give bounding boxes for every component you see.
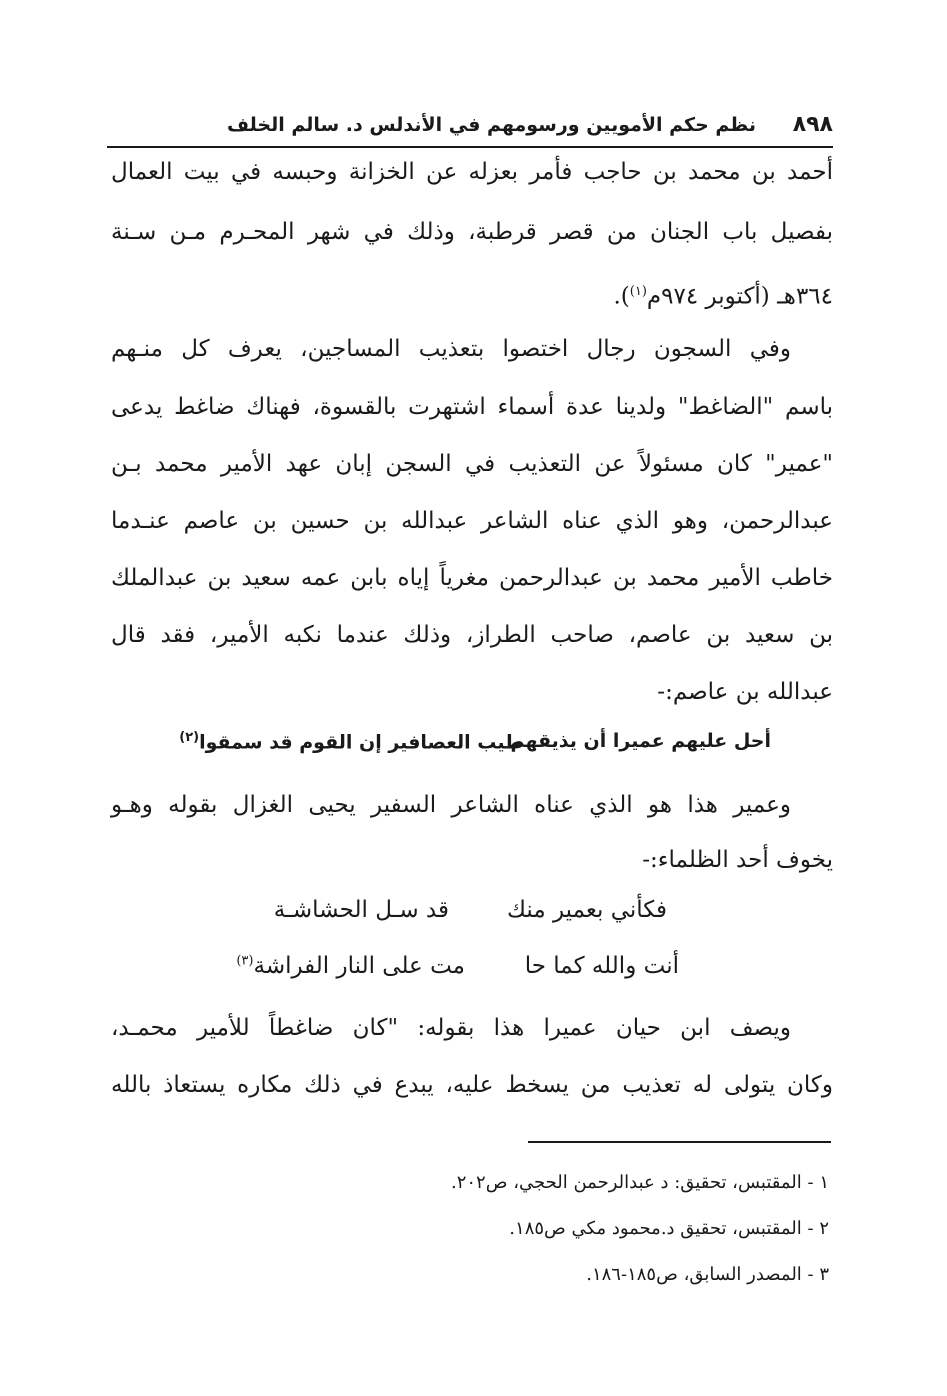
body-line-3-tail: ). (613, 283, 630, 310)
body-line-11: وعمير هذا هو الذي عناه الشاعر السفير يحيى الغزال بقوله وهـو (111, 792, 791, 818)
running-title: نظم حكم الأمويين ورسومهم في الأندلس د. سالم الخلف (227, 114, 756, 136)
footnote-marker-1: (١) (629, 284, 647, 299)
page-header (107, 110, 833, 144)
body-line-10: عبدالله بن عاصم:- (657, 679, 833, 705)
footnote-marker-3: (٣) (236, 953, 254, 969)
footnote-3: ٣ - المصدر السابق، ص١٨٥-١٨٦. (586, 1264, 829, 1285)
verse-bold (107, 730, 833, 764)
body-line-3-text: ٣٦٤هـ (أكتوبر ٩٧٤م (646, 283, 833, 310)
footnote-marker-2: (٢) (179, 730, 200, 745)
body-line-6: "عمير" كان مسئولاً عن التعذيب في السجن إبان عهد الأمير محمد بـن (111, 451, 833, 477)
footnote-2: ٢ - المقتبس، تحقيق د.محمود مكي ص١٨٥. (509, 1218, 829, 1239)
verse-plain-2 (107, 953, 833, 987)
body-line-4: وفي السجون رجال اختصوا بتعذيب المساجين، يعرف كل منـهم (111, 336, 791, 362)
verse-plain-2-left-text: مت على النار الفراشة (253, 953, 465, 979)
verse-bold-left (179, 730, 523, 753)
verse-plain-2-left (236, 953, 465, 979)
verse-bold-left-text: طيب العصافير إن القوم قد سمقوا (199, 731, 523, 754)
verse-bold-right: أحل عليهم عميرا أن يذيقهم (510, 730, 771, 752)
body-line-12: يخوف أحد الظلماء:- (642, 847, 833, 873)
body-line-5: باسم "الضاغط" ولدينا عدة أسماء اشتهرت بالقسوة، فهناك ضاغط يدعى (111, 394, 833, 420)
header-rule (107, 146, 833, 148)
verse-plain-1-right: فكأني بعمير منك (507, 897, 667, 923)
verse-plain-1-left: قد سـل الحشاشـة (273, 897, 449, 923)
verse-plain-2-right: أنت والله كما حا (524, 953, 679, 979)
body-line-7: عبدالرحمن، وهو الذي عناه الشاعر عبدالله بن حسين بن عاصم عنـدما (111, 508, 833, 534)
verse-plain-1 (107, 897, 833, 931)
body-line-14: وكان يتولى له تعذيب من يسخط عليه، يبدع في ذلك مكاره يستعاذ بالله (111, 1072, 833, 1098)
body-line-9: بن سعيد بن عاصم، صاحب الطراز، وذلك عندما نكبه الأمير، فقد قال (111, 622, 833, 648)
footnote-1: ١ - المقتبس، تحقيق: د عبدالرحمن الحجي، ص٢٠٢. (450, 1172, 829, 1193)
body-line-8: خاطب الأمير محمد بن عبدالرحمن مغرياً إياه بابن عمه سعيد بن عبدالملك (111, 565, 833, 591)
body-line-3 (111, 275, 833, 314)
footnote-rule (528, 1141, 831, 1143)
page-number: ٨٩٨ (792, 112, 833, 137)
body-line-13: ويصف ابن حيان عميرا هذا بقوله: "كان ضاغطاً للأمير محمـد، (111, 1015, 791, 1041)
body-line-2: بفصيل باب الجنان من قصر قرطبة، وذلك في شهر المحـرم مـن سـنة (111, 219, 834, 245)
body-line-1: أحمد بن محمد بن حاجب فأمر بعزله عن الخزانة وحبسه في بيت العمال (111, 159, 833, 185)
